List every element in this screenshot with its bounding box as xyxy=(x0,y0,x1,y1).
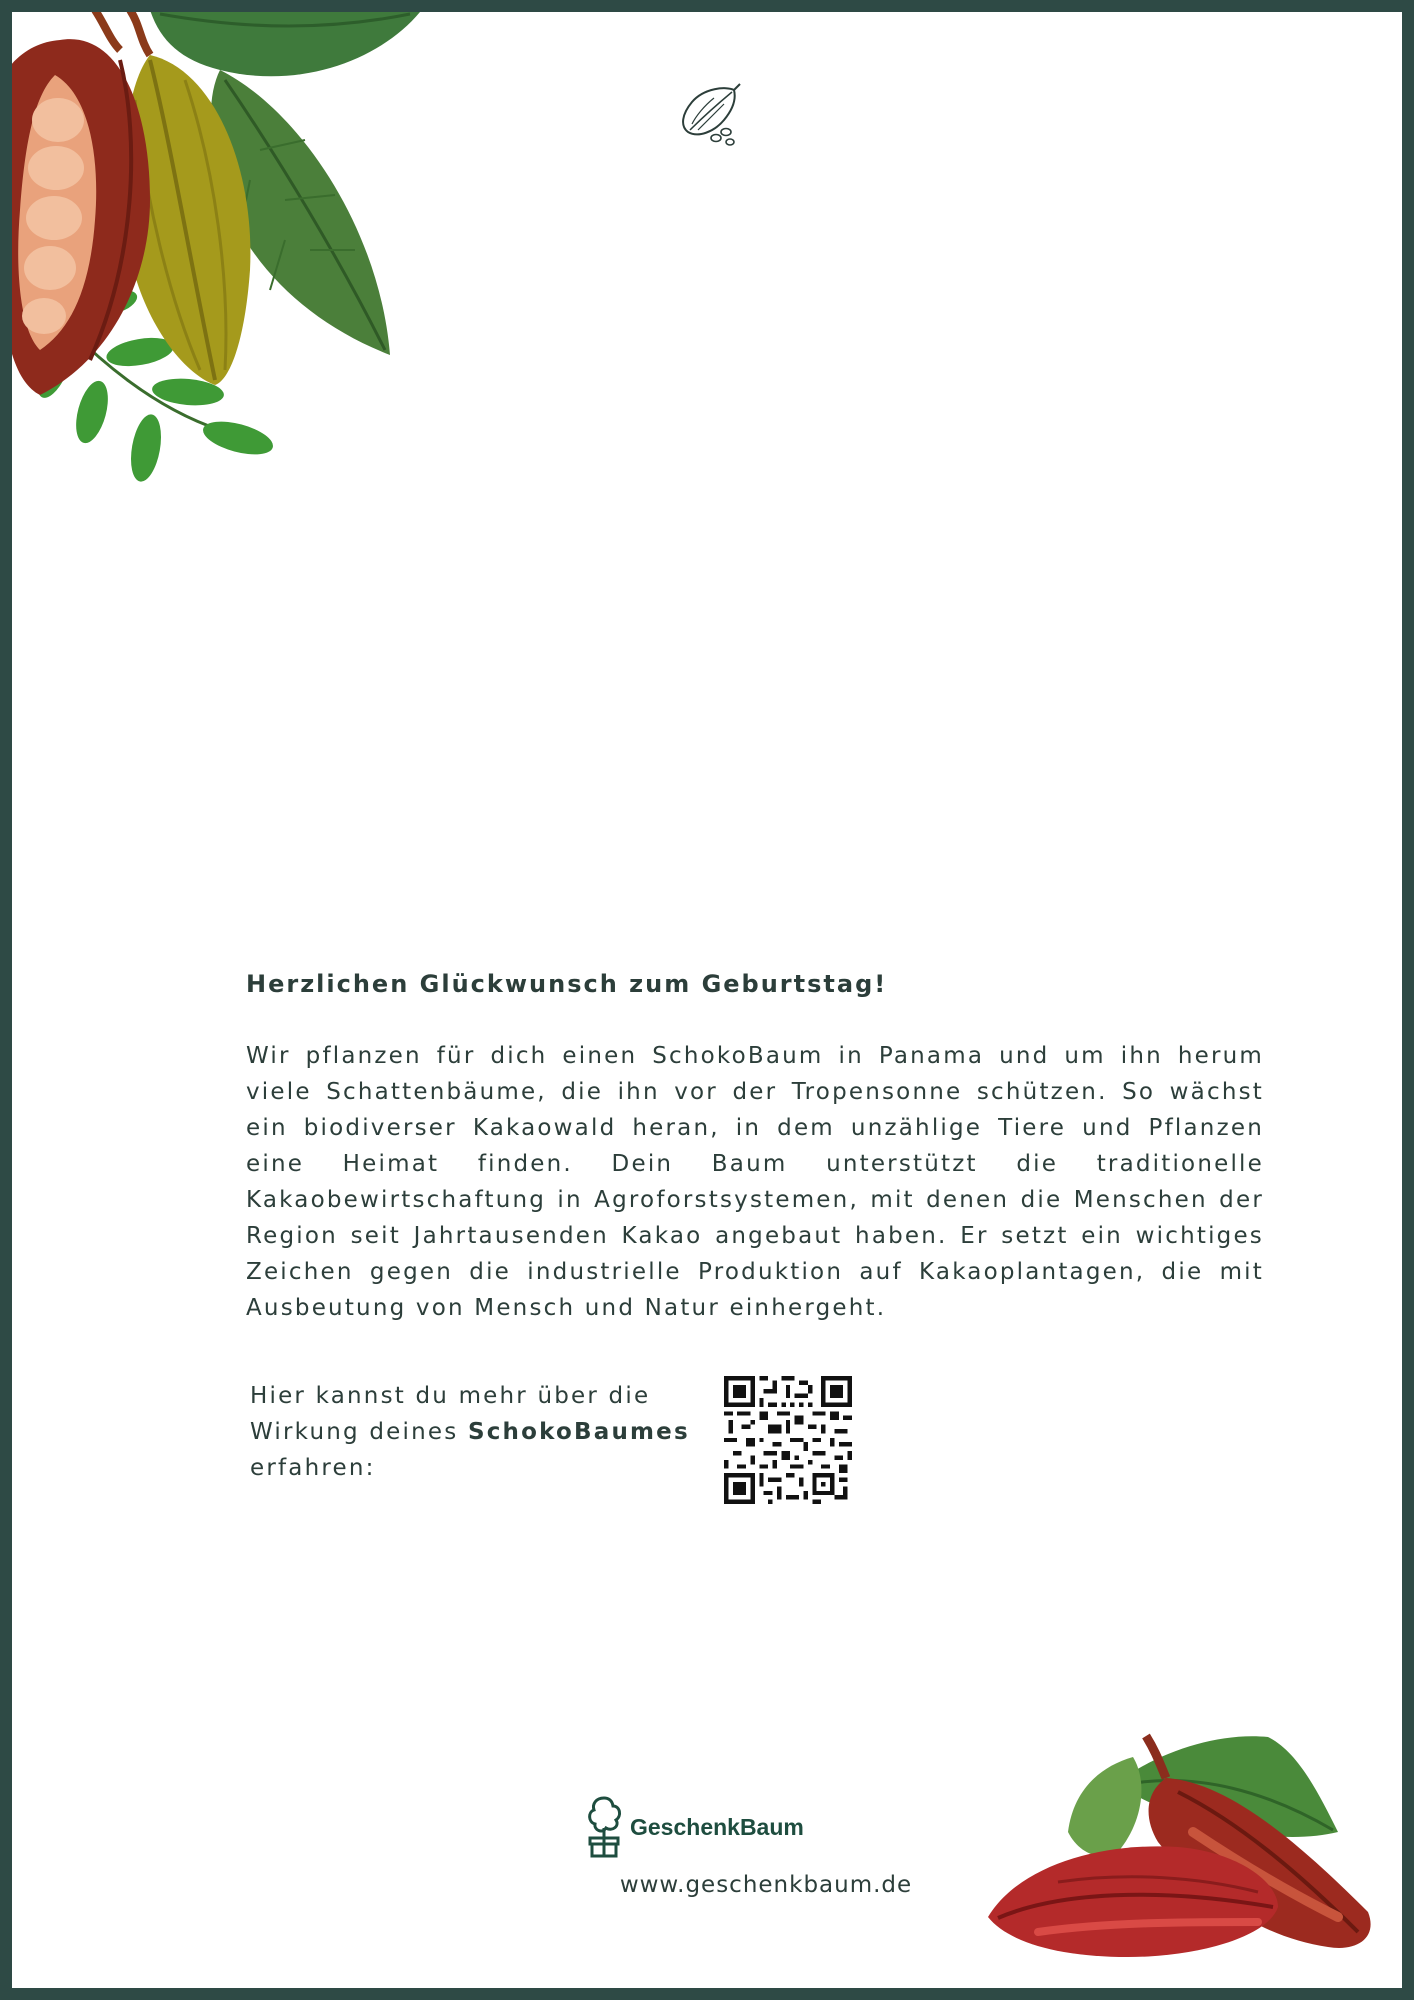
more-info-highlight: SchokoBaumes xyxy=(467,1419,690,1445)
qr-code[interactable] xyxy=(724,1376,852,1504)
more-info-text xyxy=(250,1378,710,1486)
body-paragraph: Wir pflanzen für dich einen SchokoBaum in Panama und um ihn herum viele Schattenbäume, die ihn vor der Tropensonne schützen. So wächst ein biodiverser Kakaowald heran, in dem unzählige Tiere und Pflanzen eine Heimat finden. Dein Baum unterstützt die traditionelle Kakaobewirtschaftung in Agroforstsystemen, mit denen die Menschen der Region seit Jahrtausenden Kakao angebaut haben. Er setzt ein wichtiges Zeichen gegen die industrielle Produktion auf Kakaoplantagen, die mit Ausbeutung von Mensch und Natur einhergeht. xyxy=(246,1043,1264,1321)
tree-gift-box-icon xyxy=(582,1794,626,1860)
more-info-prefix: Hier kannst du mehr über die Wirkung deines xyxy=(250,1383,651,1445)
greeting-card xyxy=(12,12,1402,1988)
greeting-heading: Herzlichen Glückwunsch zum Geburtstag! xyxy=(246,970,888,998)
more-info-suffix: erfahren: xyxy=(250,1455,376,1481)
website-link[interactable]: www.geschenkbaum.de xyxy=(619,1872,913,1898)
cacao-bean-outline-icon xyxy=(674,80,746,152)
cacao-pods-illustration-top xyxy=(12,12,440,500)
geschenkbaum-logo xyxy=(582,1792,804,1862)
cacao-pods-illustration-bottom xyxy=(978,1722,1398,1982)
brand-name: GeschenkBaum xyxy=(630,1813,804,1840)
